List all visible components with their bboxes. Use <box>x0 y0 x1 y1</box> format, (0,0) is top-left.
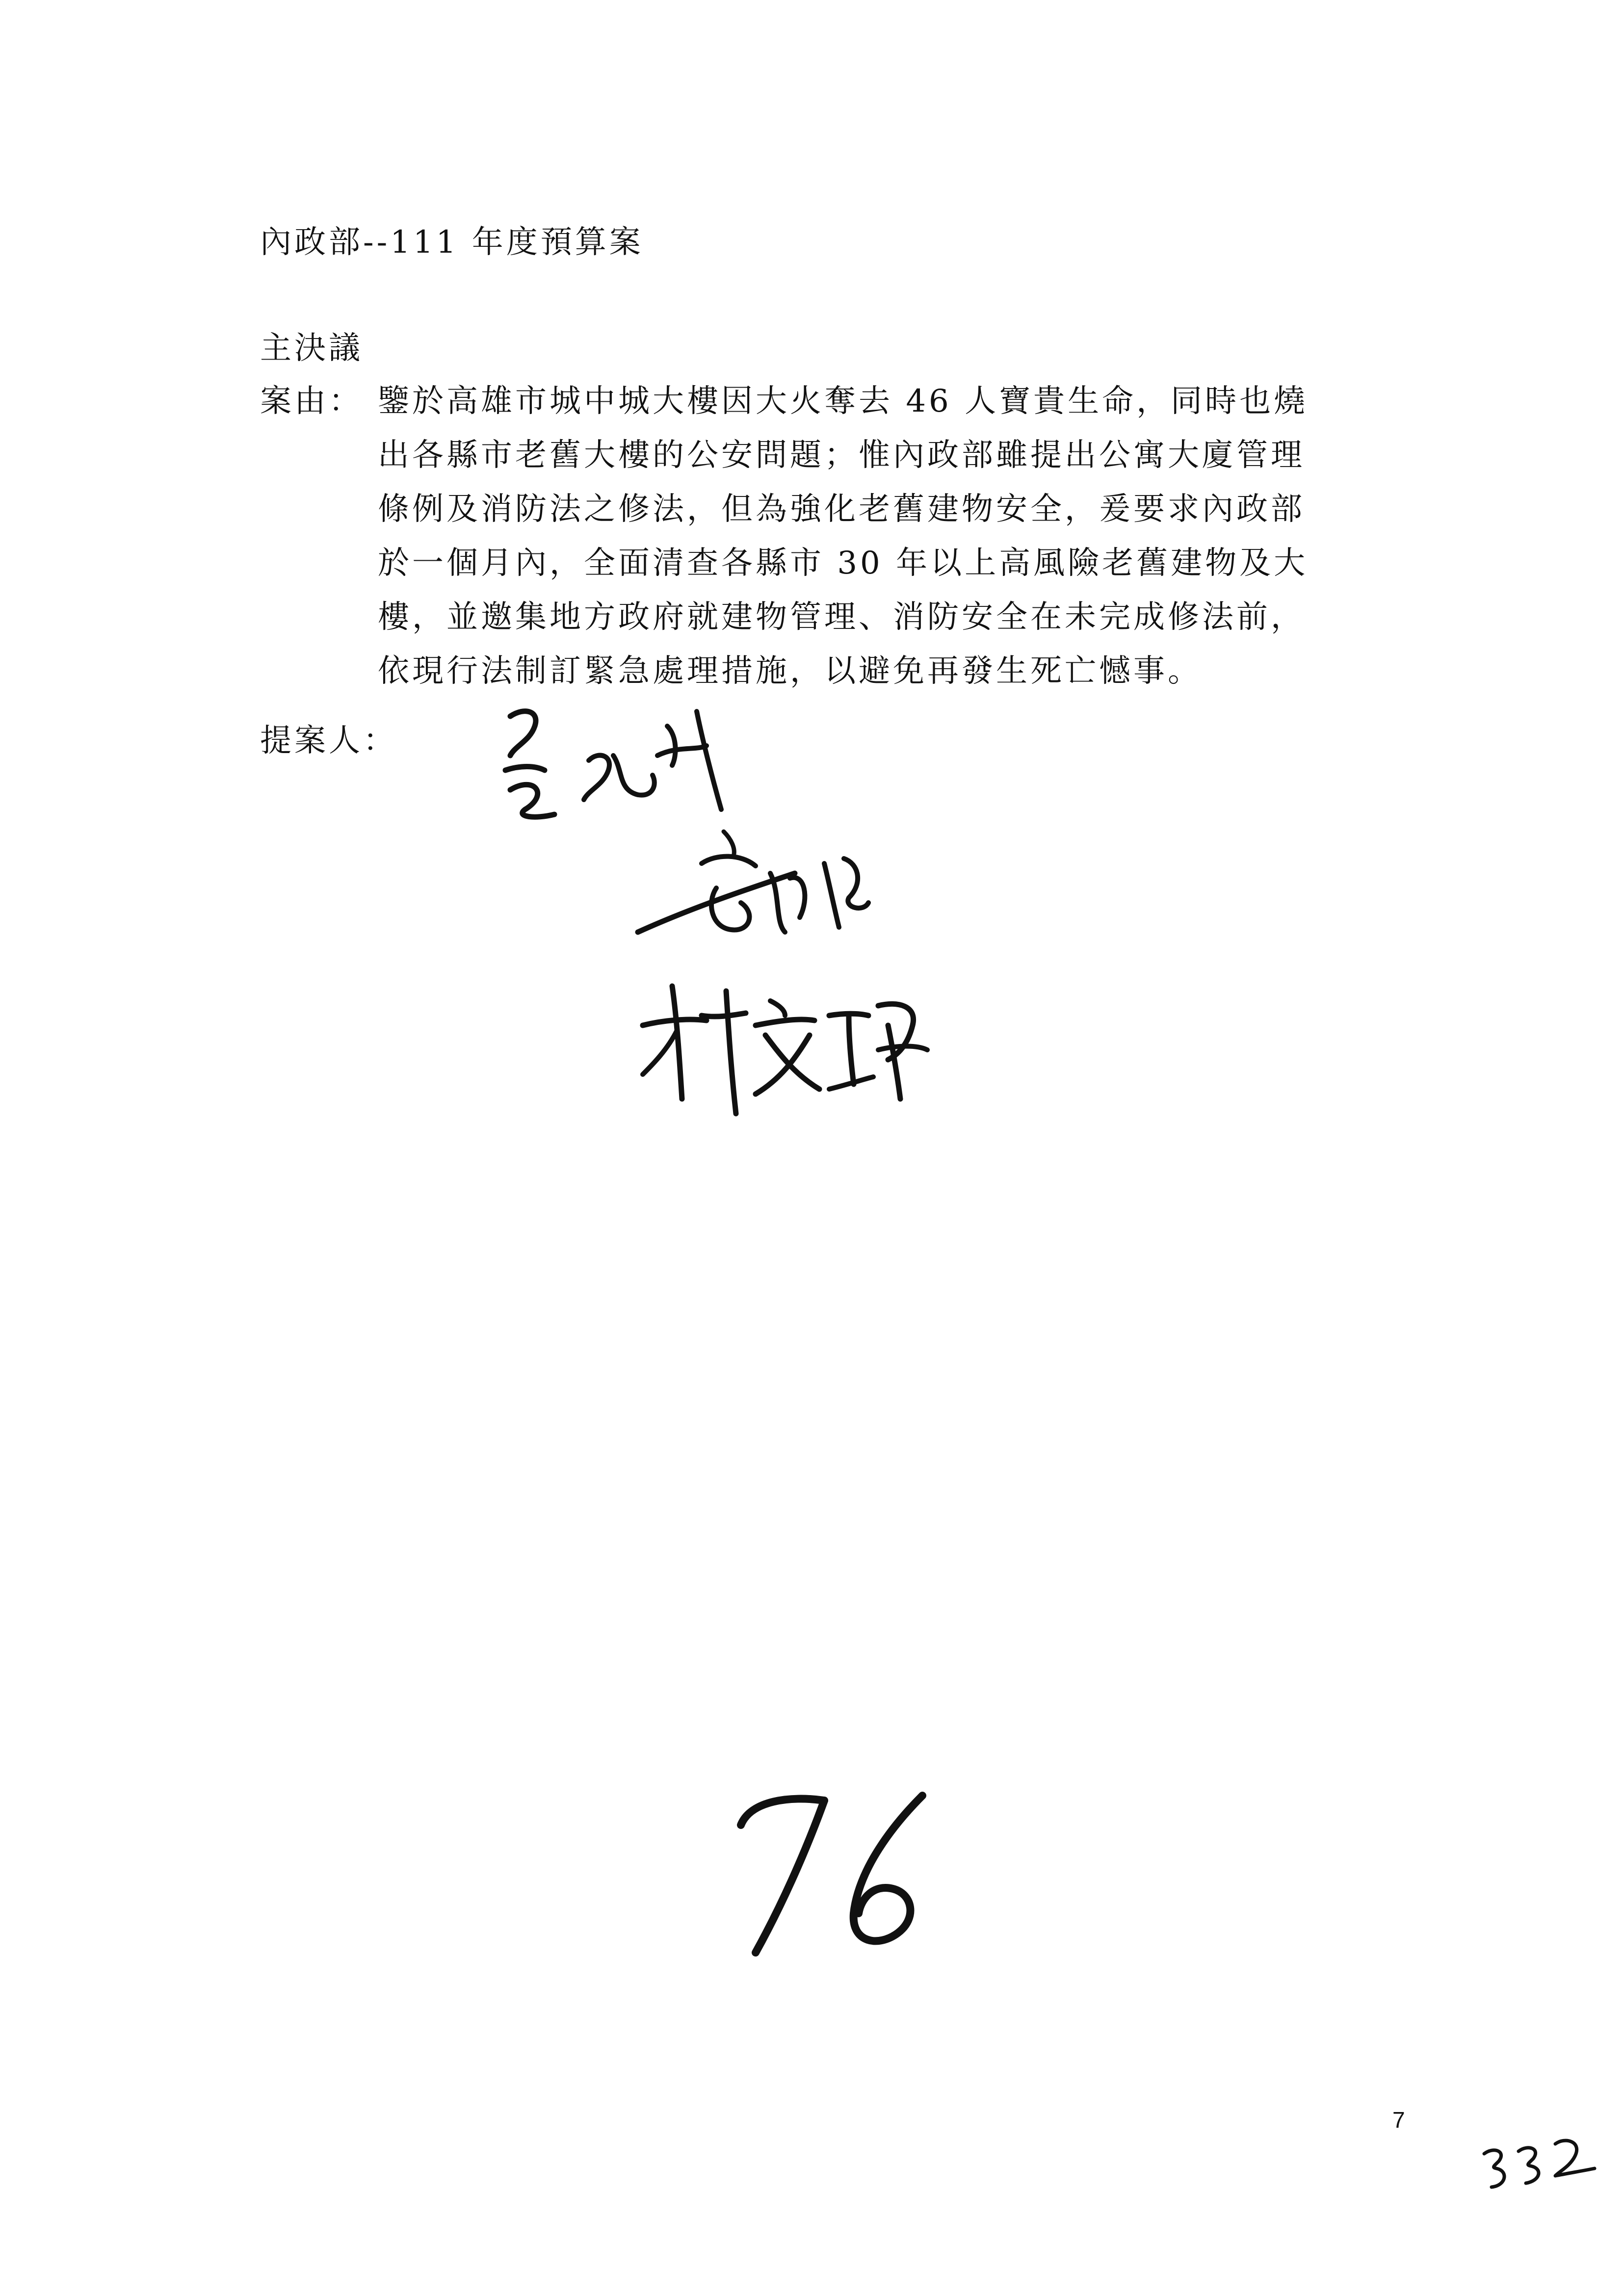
case-text-line: 條例及消防法之修法，但為強化老舊建物安全，爰要求內政部 <box>378 491 1305 527</box>
case-text-line: 依現行法制訂緊急處理措施，以避免再發生死亡憾事。 <box>378 653 1202 689</box>
proposer-label: 提案人： <box>260 723 397 759</box>
case-label: 案由： <box>260 383 363 419</box>
signature-proposer-1 <box>491 697 765 824</box>
signature-proposer-2 <box>633 829 888 957</box>
signature-proposer-3 <box>633 971 937 1119</box>
page-number: 7 <box>1392 2107 1405 2133</box>
handwritten-page-annotation <box>1477 2129 1604 2198</box>
case-text-line: 出各縣市老舊大樓的公安問題；惟內政部雖提出公寓大廈管理 <box>378 437 1305 473</box>
case-text-line: 鑒於高雄市城中城大樓因大火奪去 46 人寶貴生命，同時也燒 <box>378 383 1309 419</box>
case-text-line: 樓，並邀集地方政府就建物管理、消防安全在未完成修法前， <box>378 599 1305 635</box>
case-text-line: 於一個月內，全面清查各縣市 30 年以上高風險老舊建物及大 <box>378 545 1309 581</box>
resolution-label: 主決議 <box>260 330 363 366</box>
document-heading: 內政部--111 年度預算案 <box>260 224 644 261</box>
handwritten-number-mark <box>736 1786 942 1972</box>
